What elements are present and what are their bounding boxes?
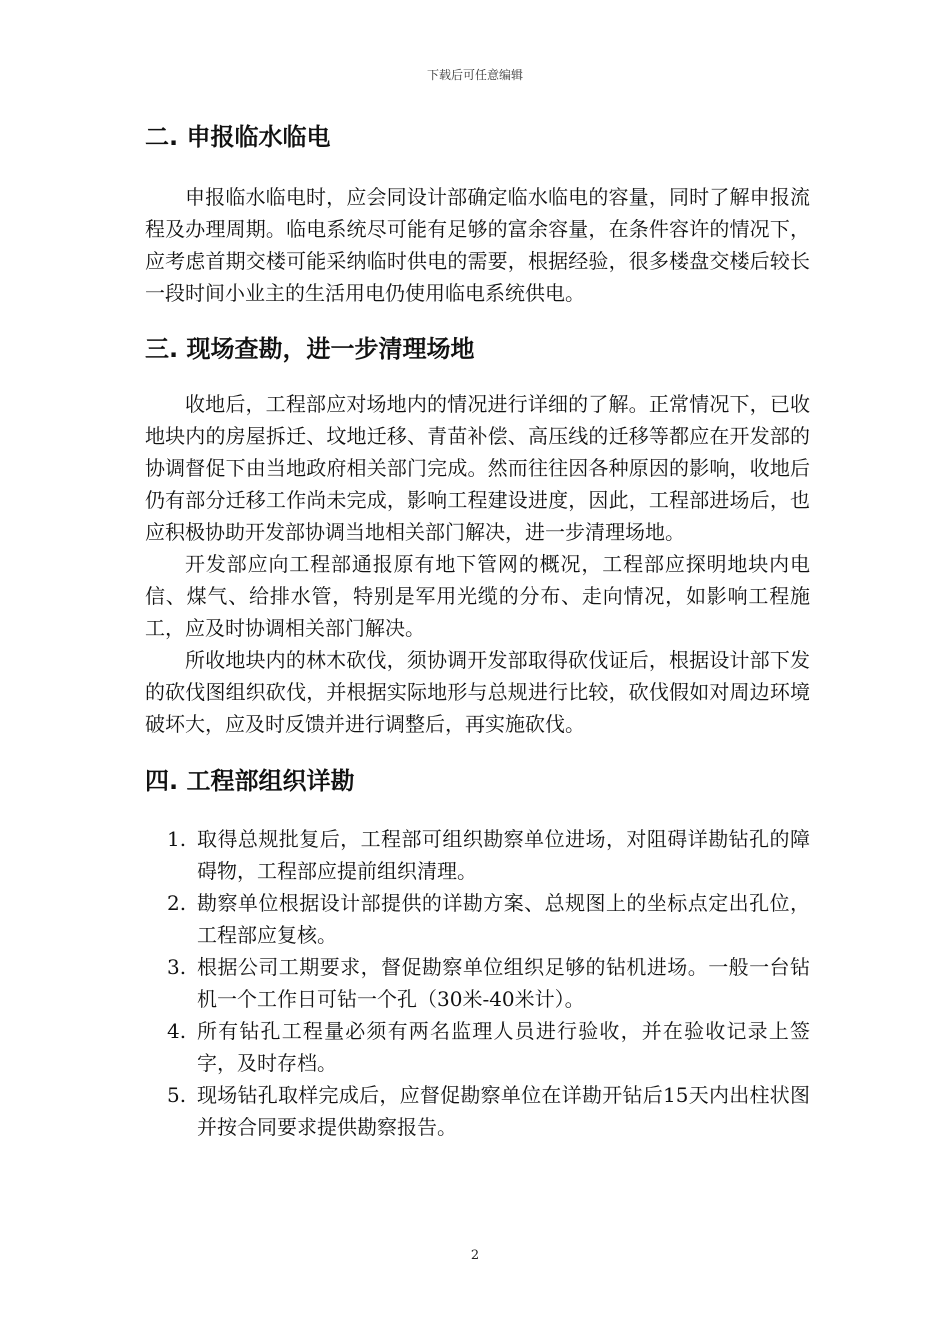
numbered-list — [145, 823, 810, 1143]
list-text: 所有钻孔工程量必须有两名监理人员进行验收，并在验收记录上签字，及时存档。 — [197, 1019, 810, 1075]
paragraph: 申报临水临电时，应会同设计部确定临水临电的容量，同时了解申报流程及办理周期。临电系统尽可能有足够的富余容量，在条件容许的情况下，应考虑首期交楼可能采纳临时供电的需要，根据经验，很多楼盘交楼后较长一段时间小业主的生活用电仍使用临电系统供电。 — [145, 185, 810, 305]
list-text: 根据公司工期要求，督促勘察单位组织足够的钻机进场。一般一台钻机一个工作日可钻一个孔（30米-40米计）。 — [197, 955, 810, 1011]
list-item — [145, 1015, 810, 1079]
list-number: 2. — [167, 891, 187, 915]
list-number: 3. — [167, 955, 187, 979]
section-heading: 二. 申报临水临电 — [145, 123, 331, 151]
section-utilities — [145, 121, 810, 309]
list-text: 现场钻孔取样完成后，应督促勘察单位在详勘开钻后15天内出柱状图并按合同要求提供勘察报告。 — [197, 1083, 810, 1139]
list-number: 1. — [167, 827, 187, 851]
list-text: 取得总规批复后，工程部可组织勘察单位进场，对阻碍详勘钻孔的障碍物，工程部应提前组织清理。 — [197, 827, 810, 883]
list-item — [145, 823, 810, 887]
paragraph: 开发部应向工程部通报原有地下管网的概况，工程部应探明地块内电信、煤气、给排水管，特别是军用光缆的分布、走向情况，如影响工程施工，应及时协调相关部门解决。 — [145, 552, 810, 640]
paragraph: 收地后，工程部应对场地内的情况进行详细的了解。正常情况下，已收地块内的房屋拆迁、坟地迁移、青苗补偿、高压线的迁移等都应在开发部的协调督促下由当地政府相关部门完成。然而往往因各种原因的影响，收地后仍有部分迁移工作尚未完成，影响工程建设进度，因此，工程部进场后，也应积极协助开发部协调当地相关部门解决，进一步清理场地。 — [145, 392, 810, 544]
page-content — [145, 116, 810, 1143]
section-site-survey — [145, 333, 810, 740]
list-item — [145, 951, 810, 1015]
page-header: 下载后可任意编辑 — [426, 68, 523, 82]
list-item — [145, 1079, 810, 1143]
page-number: 2 — [470, 1248, 480, 1263]
section-heading: 四. 工程部组织详勘 — [145, 767, 355, 795]
list-item — [145, 887, 810, 951]
section-detailed-survey — [145, 765, 810, 1143]
list-number: 4. — [167, 1019, 187, 1043]
paragraph: 所收地块内的林木砍伐，须协调开发部取得砍伐证后，根据设计部下发的砍伐图组织砍伐，并根据实际地形与总规进行比较，砍伐假如对周边环境破坏大，应及时反馈并进行调整后，再实施砍伐。 — [145, 648, 810, 736]
list-text: 勘察单位根据设计部提供的详勘方案、总规图上的坐标点定出孔位，工程部应复核。 — [197, 891, 810, 947]
section-heading: 三. 现场查勘，进一步清理场地 — [145, 335, 475, 363]
list-number: 5. — [167, 1083, 187, 1107]
